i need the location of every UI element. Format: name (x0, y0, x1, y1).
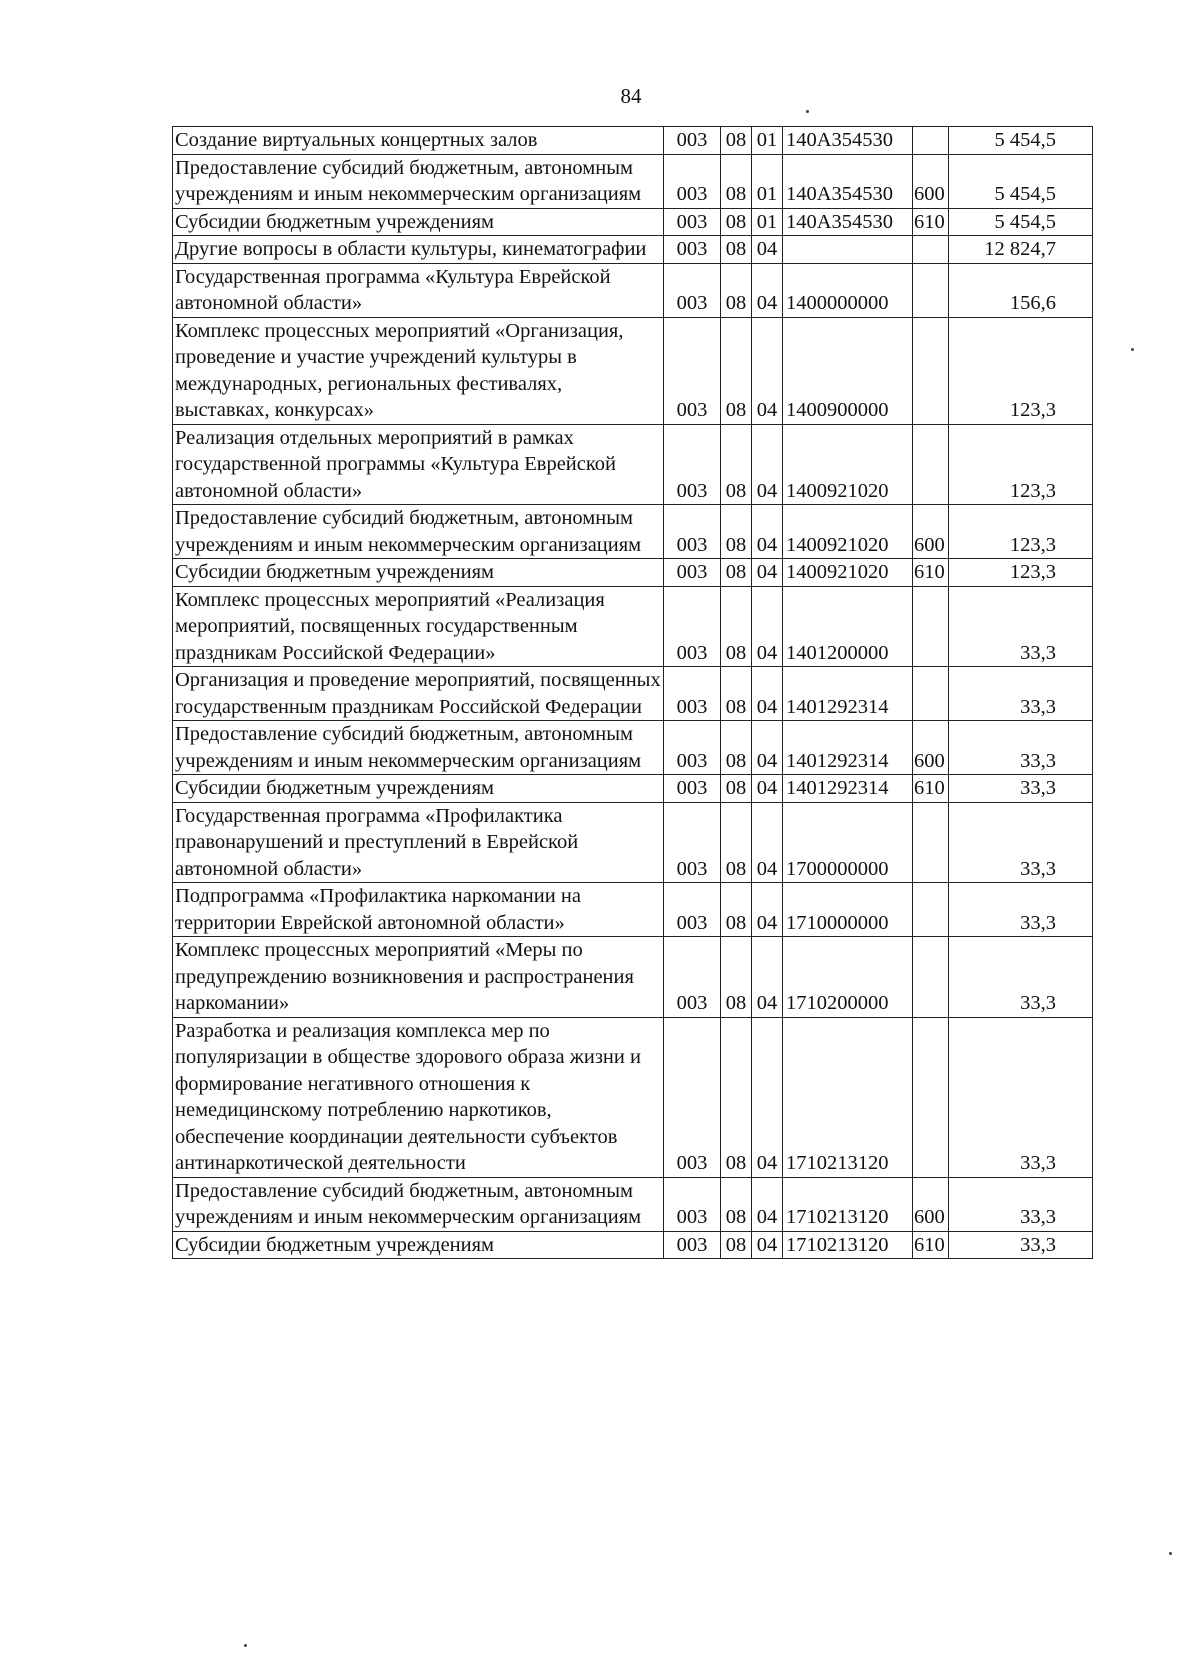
admin-code-cell: 003 (664, 208, 721, 236)
subsection-code-cell: 04 (752, 937, 783, 1018)
amount-cell: 123,3 (949, 559, 1093, 587)
amount-cell: 12 824,7 (949, 236, 1093, 264)
item-name-cell: Комплекс процессных мероприятий «Меры по предупреждению возникновения и распространения наркомании» (173, 937, 664, 1018)
admin-code-cell: 003 (664, 1017, 721, 1177)
item-name-cell: Организация и проведение мероприятий, посвященных государственным праздникам Российской Федерации (173, 667, 664, 721)
table-row (173, 1231, 1093, 1259)
item-name-cell: Создание виртуальных концертных залов (173, 127, 664, 155)
table-row (173, 1017, 1093, 1177)
subsection-code-cell: 04 (752, 1017, 783, 1177)
expense-type-cell: 610 (913, 208, 949, 236)
amount-cell: 33,3 (949, 937, 1093, 1018)
admin-code-cell: 003 (664, 559, 721, 587)
expense-type-cell (913, 236, 949, 264)
scan-speck (244, 1644, 247, 1647)
table-row (173, 721, 1093, 775)
admin-code-cell: 003 (664, 883, 721, 937)
admin-code-cell: 003 (664, 154, 721, 208)
subsection-code-cell: 04 (752, 775, 783, 803)
expense-type-cell (913, 883, 949, 937)
target-article-cell: 140А354530 (783, 127, 913, 155)
expense-type-cell (913, 263, 949, 317)
amount-cell: 5 454,5 (949, 154, 1093, 208)
amount-cell: 156,6 (949, 263, 1093, 317)
section-code-cell: 08 (721, 1017, 752, 1177)
table-row (173, 317, 1093, 424)
target-article-cell: 1710200000 (783, 937, 913, 1018)
expense-type-cell (913, 424, 949, 505)
table-row (173, 154, 1093, 208)
admin-code-cell: 003 (664, 937, 721, 1018)
subsection-code-cell: 04 (752, 236, 783, 264)
admin-code-cell: 003 (664, 127, 721, 155)
amount-cell: 33,3 (949, 721, 1093, 775)
scan-speck (1169, 1552, 1172, 1555)
admin-code-cell: 003 (664, 236, 721, 264)
table-row (173, 667, 1093, 721)
expense-type-cell: 610 (913, 559, 949, 587)
subsection-code-cell: 04 (752, 586, 783, 667)
admin-code-cell: 003 (664, 586, 721, 667)
section-code-cell: 08 (721, 236, 752, 264)
amount-cell: 5 454,5 (949, 127, 1093, 155)
admin-code-cell: 003 (664, 1177, 721, 1231)
item-name-cell: Предоставление субсидий бюджетным, автономным учреждениям и иным некоммерческим организациям (173, 154, 664, 208)
item-name-cell: Другие вопросы в области культуры, кинематографии (173, 236, 664, 264)
item-name-cell: Подпрограмма «Профилактика наркомании на территории Еврейской автономной области» (173, 883, 664, 937)
item-name-cell: Субсидии бюджетным учреждениям (173, 775, 664, 803)
item-name-cell: Субсидии бюджетным учреждениям (173, 559, 664, 587)
table-row (173, 505, 1093, 559)
section-code-cell: 08 (721, 667, 752, 721)
target-article-cell: 1401292314 (783, 775, 913, 803)
expense-type-cell: 600 (913, 1177, 949, 1231)
target-article-cell: 1400900000 (783, 317, 913, 424)
target-article-cell: 140А354530 (783, 208, 913, 236)
amount-cell: 33,3 (949, 1017, 1093, 1177)
amount-cell: 5 454,5 (949, 208, 1093, 236)
target-article-cell: 1710000000 (783, 883, 913, 937)
expense-type-cell (913, 937, 949, 1018)
subsection-code-cell: 04 (752, 667, 783, 721)
admin-code-cell: 003 (664, 775, 721, 803)
section-code-cell: 08 (721, 1231, 752, 1259)
item-name-cell: Комплекс процессных мероприятий «Реализация мероприятий, посвященных государственным праздникам Российской Федерации» (173, 586, 664, 667)
table-body (173, 127, 1093, 1259)
expense-type-cell (913, 667, 949, 721)
table-row (173, 1177, 1093, 1231)
target-article-cell: 1710213120 (783, 1177, 913, 1231)
section-code-cell: 08 (721, 586, 752, 667)
section-code-cell: 08 (721, 208, 752, 236)
subsection-code-cell: 01 (752, 154, 783, 208)
subsection-code-cell: 04 (752, 559, 783, 587)
table-row (173, 802, 1093, 883)
expense-type-cell (913, 802, 949, 883)
amount-cell: 123,3 (949, 317, 1093, 424)
expense-type-cell: 600 (913, 721, 949, 775)
amount-cell: 33,3 (949, 586, 1093, 667)
section-code-cell: 08 (721, 505, 752, 559)
section-code-cell: 08 (721, 775, 752, 803)
subsection-code-cell: 04 (752, 802, 783, 883)
section-code-cell: 08 (721, 127, 752, 155)
admin-code-cell: 003 (664, 721, 721, 775)
expense-type-cell (913, 317, 949, 424)
section-code-cell: 08 (721, 802, 752, 883)
subsection-code-cell: 01 (752, 127, 783, 155)
subsection-code-cell: 04 (752, 263, 783, 317)
admin-code-cell: 003 (664, 424, 721, 505)
admin-code-cell: 003 (664, 802, 721, 883)
expense-type-cell (913, 1017, 949, 1177)
item-name-cell: Комплекс процессных мероприятий «Организация, проведение и участие учреждений культуры в международных, региональных фестивалях, выставках, конкурсах» (173, 317, 664, 424)
section-code-cell: 08 (721, 721, 752, 775)
item-name-cell: Предоставление субсидий бюджетным, автономным учреждениям и иным некоммерческим организациям (173, 1177, 664, 1231)
scan-speck (1131, 348, 1134, 351)
item-name-cell: Субсидии бюджетным учреждениям (173, 1231, 664, 1259)
expense-type-cell (913, 586, 949, 667)
section-code-cell: 08 (721, 263, 752, 317)
item-name-cell: Предоставление субсидий бюджетным, автономным учреждениям и иным некоммерческим организациям (173, 505, 664, 559)
subsection-code-cell: 04 (752, 721, 783, 775)
section-code-cell: 08 (721, 154, 752, 208)
section-code-cell: 08 (721, 424, 752, 505)
expense-type-cell: 610 (913, 1231, 949, 1259)
admin-code-cell: 003 (664, 505, 721, 559)
target-article-cell: 1401292314 (783, 667, 913, 721)
table-row (173, 937, 1093, 1018)
admin-code-cell: 003 (664, 263, 721, 317)
target-article-cell: 1400921020 (783, 559, 913, 587)
subsection-code-cell: 04 (752, 424, 783, 505)
amount-cell: 33,3 (949, 1177, 1093, 1231)
subsection-code-cell: 04 (752, 505, 783, 559)
table-row (173, 236, 1093, 264)
amount-cell: 123,3 (949, 505, 1093, 559)
section-code-cell: 08 (721, 883, 752, 937)
target-article-cell: 1400921020 (783, 505, 913, 559)
item-name-cell: Предоставление субсидий бюджетным, автономным учреждениям и иным некоммерческим организациям (173, 721, 664, 775)
amount-cell: 33,3 (949, 883, 1093, 937)
expense-type-cell: 600 (913, 154, 949, 208)
target-article-cell: 1400921020 (783, 424, 913, 505)
item-name-cell: Разработка и реализация комплекса мер по популяризации в обществе здорового образа жизни и формирование негативного отношения к немедицинскому потреблению наркотиков, обеспечение координации деятельности субъектов антинаркотической деятельности (173, 1017, 664, 1177)
table-row (173, 775, 1093, 803)
subsection-code-cell: 04 (752, 317, 783, 424)
subsection-code-cell: 04 (752, 1231, 783, 1259)
table-row (173, 883, 1093, 937)
item-name-cell: Государственная программа «Профилактика правонарушений и преступлений в Еврейской автономной области» (173, 802, 664, 883)
table-row (173, 127, 1093, 155)
amount-cell: 33,3 (949, 1231, 1093, 1259)
target-article-cell (783, 236, 913, 264)
table-row (173, 263, 1093, 317)
expense-type-cell: 600 (913, 505, 949, 559)
subsection-code-cell: 04 (752, 1177, 783, 1231)
admin-code-cell: 003 (664, 1231, 721, 1259)
item-name-cell: Государственная программа «Культура Еврейской автономной области» (173, 263, 664, 317)
target-article-cell: 1401292314 (783, 721, 913, 775)
expense-type-cell (913, 127, 949, 155)
admin-code-cell: 003 (664, 667, 721, 721)
section-code-cell: 08 (721, 937, 752, 1018)
item-name-cell: Субсидии бюджетным учреждениям (173, 208, 664, 236)
page-number: 84 (620, 84, 642, 108)
item-name-cell: Реализация отдельных мероприятий в рамках государственной программы «Культура Еврейской автономной области» (173, 424, 664, 505)
section-code-cell: 08 (721, 317, 752, 424)
admin-code-cell: 003 (664, 317, 721, 424)
table-row (173, 424, 1093, 505)
target-article-cell: 140А354530 (783, 154, 913, 208)
subsection-code-cell: 04 (752, 883, 783, 937)
subsection-code-cell: 01 (752, 208, 783, 236)
amount-cell: 123,3 (949, 424, 1093, 505)
target-article-cell: 1710213120 (783, 1231, 913, 1259)
amount-cell: 33,3 (949, 667, 1093, 721)
budget-table (172, 126, 1093, 1259)
section-code-cell: 08 (721, 559, 752, 587)
scan-speck (806, 110, 809, 113)
target-article-cell: 1400000000 (783, 263, 913, 317)
table-row (173, 208, 1093, 236)
amount-cell: 33,3 (949, 802, 1093, 883)
target-article-cell: 1710213120 (783, 1017, 913, 1177)
section-code-cell: 08 (721, 1177, 752, 1231)
table-row (173, 559, 1093, 587)
expense-type-cell: 610 (913, 775, 949, 803)
target-article-cell: 1401200000 (783, 586, 913, 667)
target-article-cell: 1700000000 (783, 802, 913, 883)
amount-cell: 33,3 (949, 775, 1093, 803)
table-row (173, 586, 1093, 667)
